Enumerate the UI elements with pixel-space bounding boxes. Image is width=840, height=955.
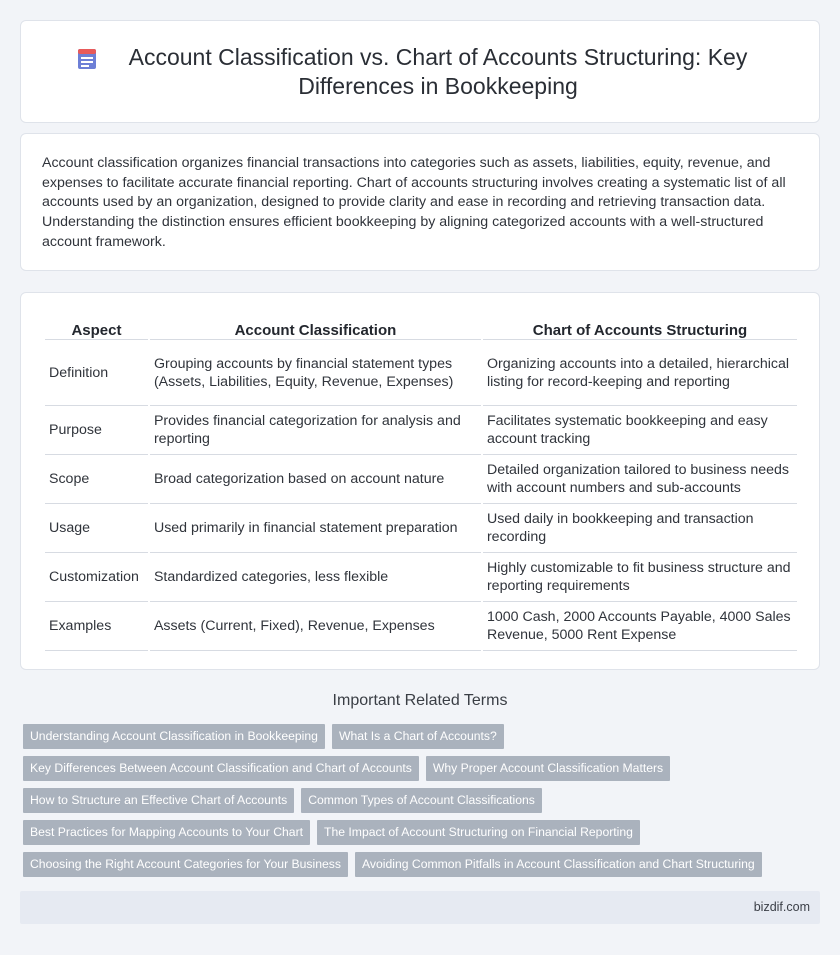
header-account-classification: Account Classification [150, 315, 481, 340]
related-term-tag[interactable]: Understanding Account Classification in Bookkeeping [23, 724, 325, 749]
row-aspect: Examples [45, 602, 148, 651]
footer-site-link[interactable]: bizdif.com [753, 900, 810, 914]
related-term-tag[interactable]: Choosing the Right Account Categories for Your Business [23, 852, 348, 877]
row-aspect: Customization [45, 553, 148, 602]
related-term-tag[interactable]: What Is a Chart of Accounts? [332, 724, 504, 749]
footer [20, 891, 820, 924]
related-term-tag[interactable]: The Impact of Account Structuring on Financial Reporting [317, 820, 640, 845]
row-classification: Assets (Current, Fixed), Revenue, Expenses [150, 602, 481, 651]
row-chart: Organizing accounts into a detailed, hierarchical listing for record-keeping and reporting [483, 340, 797, 406]
header-aspect: Aspect [45, 315, 148, 340]
row-chart: Used daily in bookkeeping and transaction recording [483, 504, 797, 553]
related-terms-title: Important Related Terms [332, 692, 508, 709]
row-aspect: Usage [45, 504, 148, 553]
table-row [45, 406, 797, 455]
row-classification: Standardized categories, less flexible [150, 553, 481, 602]
intro-card [20, 133, 820, 271]
comparison-table [43, 315, 799, 651]
related-terms-list [23, 724, 803, 884]
row-classification: Broad categorization based on account nature [150, 455, 481, 504]
row-aspect: Scope [45, 455, 148, 504]
intro-paragraph: Account classification organizes financial transactions into categories such as assets, liabilities, equity, revenue, and expenses to facilitate accurate financial reporting. Chart of accounts structuring involves creating a systematic list of all accounts used by an organization, designed to provide clarity and ease in recording and retrieving transaction data. Understanding the distinction ensures efficient bookkeeping by aligning categorized accounts with a well-structured account framework. [42, 155, 786, 250]
row-classification: Grouping accounts by financial statement types (Assets, Liabilities, Equity, Revenue, Expenses) [150, 340, 481, 406]
related-term-tag[interactable]: Best Practices for Mapping Accounts to Your Chart [23, 820, 310, 845]
row-classification: Used primarily in financial statement preparation [150, 504, 481, 553]
related-term-tag[interactable]: Why Proper Account Classification Matters [426, 756, 670, 781]
related-term-tag[interactable]: Key Differences Between Account Classification and Chart of Accounts [23, 756, 419, 781]
related-term-tag[interactable]: Common Types of Account Classifications [301, 788, 542, 813]
row-chart: 1000 Cash, 2000 Accounts Payable, 4000 Sales Revenue, 5000 Rent Expense [483, 602, 797, 651]
title-card [20, 20, 820, 123]
row-aspect: Purpose [45, 406, 148, 455]
row-aspect: Definition [45, 340, 148, 406]
header-chart-of-accounts: Chart of Accounts Structuring [483, 315, 797, 340]
row-chart: Highly customizable to fit business structure and reporting requirements [483, 553, 797, 602]
comparison-card [20, 292, 820, 670]
row-classification: Provides financial categorization for analysis and reporting [150, 406, 481, 455]
row-chart: Facilitates systematic bookkeeping and easy account tracking [483, 406, 797, 455]
table-row [45, 504, 797, 553]
table-row [45, 455, 797, 504]
related-term-tag[interactable]: How to Structure an Effective Chart of Accounts [23, 788, 294, 813]
table-row [45, 602, 797, 651]
page-title: Account Classification vs. Chart of Accounts Structuring: Key Differences in Bookkeeping [128, 43, 748, 99]
table-row [45, 340, 797, 406]
table-header-row [45, 315, 797, 340]
related-term-tag[interactable]: Avoiding Common Pitfalls in Account Classification and Chart Structuring [355, 852, 762, 877]
table-row [45, 553, 797, 602]
row-chart: Detailed organization tailored to business needs with account numbers and sub-accounts [483, 455, 797, 504]
